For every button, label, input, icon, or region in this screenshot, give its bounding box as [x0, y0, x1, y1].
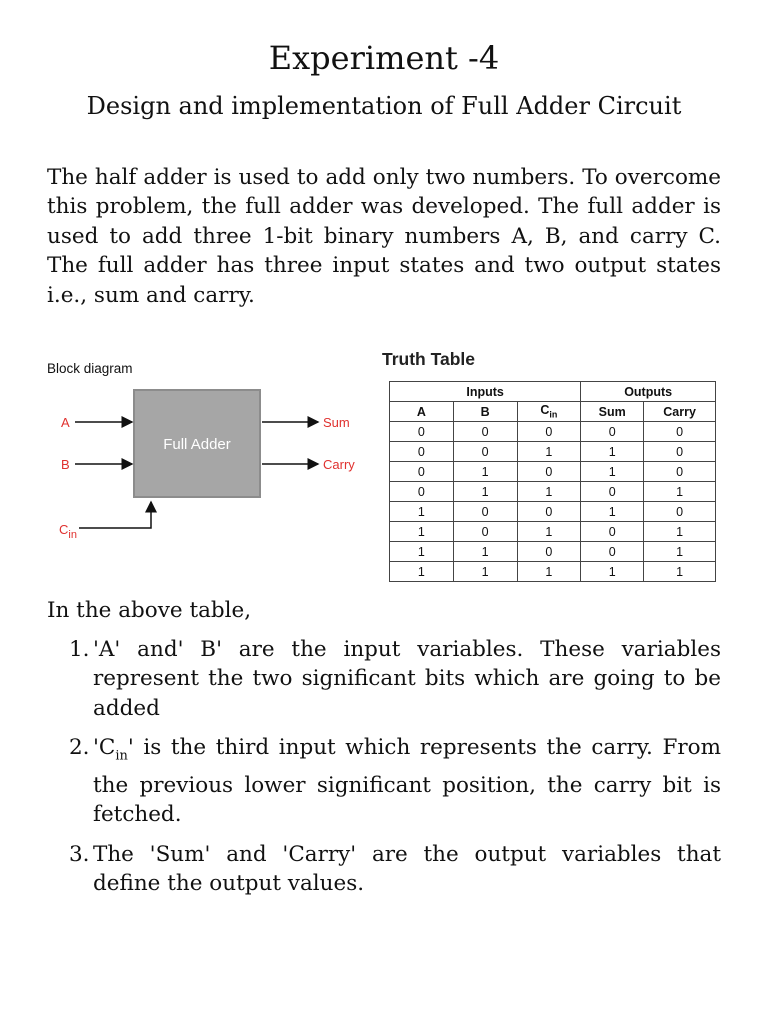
table-cell: 0 — [517, 502, 581, 522]
list-number: 3. — [69, 841, 90, 867]
table-row — [390, 542, 716, 562]
table-cell: 0 — [644, 422, 716, 442]
col-header-a: A — [390, 402, 454, 422]
list-item — [47, 733, 721, 830]
col-header-sum: Sum — [581, 402, 644, 422]
inputs-group-header: Inputs — [390, 382, 581, 402]
full-adder-box-label: Full Adder — [163, 436, 231, 453]
table-cell: 1 — [390, 542, 454, 562]
table-cell: 0 — [581, 422, 644, 442]
table-cell: 1 — [517, 442, 581, 462]
col-header-b: B — [453, 402, 517, 422]
table-cell: 1 — [453, 462, 517, 482]
table-cell: 1 — [390, 562, 454, 582]
table-cell: 0 — [390, 422, 454, 442]
table-cell: 1 — [390, 522, 454, 542]
table-cell: 1 — [581, 562, 644, 582]
table-row — [390, 522, 716, 542]
table-cell: 1 — [517, 562, 581, 582]
table-cell: 1 — [453, 562, 517, 582]
table-cell: 0 — [644, 502, 716, 522]
col-header-cin: $C_{in}$ — [517, 402, 581, 422]
table-cell: 0 — [517, 422, 581, 442]
page-subtitle: Design and implementation of Full Adder Circuit — [86, 92, 682, 120]
table-cell: 0 — [453, 522, 517, 542]
table-row — [390, 482, 716, 502]
table-cell: 0 — [517, 542, 581, 562]
table-intro-text: In the above table, — [47, 598, 252, 623]
outputs-group-header: Outputs — [581, 382, 716, 402]
table-cell: 0 — [517, 462, 581, 482]
page-title: Experiment -4 — [268, 39, 500, 77]
table-cell: 0 — [390, 442, 454, 462]
table-cell: 0 — [453, 422, 517, 442]
table-cell: 0 — [453, 502, 517, 522]
list-number: 1. — [69, 637, 90, 662]
list-item — [47, 635, 721, 723]
explanation-list — [47, 635, 721, 909]
table-cell: 0 — [581, 522, 644, 542]
table-cell: 1 — [581, 462, 644, 482]
truth-table — [389, 381, 716, 582]
input-cin-label: $C_{in}$ — [59, 522, 77, 541]
table-row — [390, 422, 716, 442]
intro-paragraph: The half adder is used to add only two numbers. To overcome this problem, the full adder was developed. The full adder is used to add three 1-bit binary numbers A, B, and carry C. The full adder has three input states and two output states i.e., sum and carry. — [47, 165, 721, 308]
table-cell: 0 — [644, 442, 716, 462]
input-cin-line — [79, 502, 151, 528]
list-text: 'A' and' B' are the input variables. These variables represent the two significant bits which are going to be added — [93, 637, 721, 721]
table-cell: 1 — [581, 502, 644, 522]
table-cell: 1 — [644, 562, 716, 582]
list-text: '$C_{in}$' is the third input which represents the carry. From the previous lower significant position, the carry bit is fetched. — [93, 735, 721, 828]
table-cell: 0 — [581, 482, 644, 502]
table-cell: 1 — [644, 542, 716, 562]
table-row — [390, 442, 716, 462]
table-cell: 1 — [517, 482, 581, 502]
input-a-label: A — [61, 415, 70, 430]
input-b-label: B — [61, 457, 70, 472]
table-cell: 0 — [644, 462, 716, 482]
table-cell: 1 — [517, 522, 581, 542]
table-cell: 1 — [453, 542, 517, 562]
table-cell: 1 — [581, 442, 644, 462]
block-diagram — [47, 380, 367, 560]
table-row — [390, 562, 716, 582]
table-cell: 0 — [453, 442, 517, 462]
table-cell: 0 — [581, 542, 644, 562]
output-carry-label: Carry — [323, 457, 355, 472]
output-sum-label: Sum — [323, 415, 350, 430]
table-cell: 1 — [644, 482, 716, 502]
col-header-carry: Carry — [644, 402, 716, 422]
truth-table-title: Truth Table — [382, 349, 476, 369]
block-diagram-label: Block diagram — [47, 361, 133, 376]
table-cell: 1 — [390, 502, 454, 522]
table-cell: 1 — [453, 482, 517, 502]
list-number: 2. — [69, 735, 90, 761]
table-row — [390, 502, 716, 522]
table-cell: 1 — [644, 522, 716, 542]
list-item — [47, 840, 721, 899]
table-cell: 0 — [390, 482, 454, 502]
table-row — [390, 462, 716, 482]
list-text: The 'Sum' and 'Carry' are the output variables that define the output values. — [93, 841, 721, 897]
table-cell: 0 — [390, 462, 454, 482]
